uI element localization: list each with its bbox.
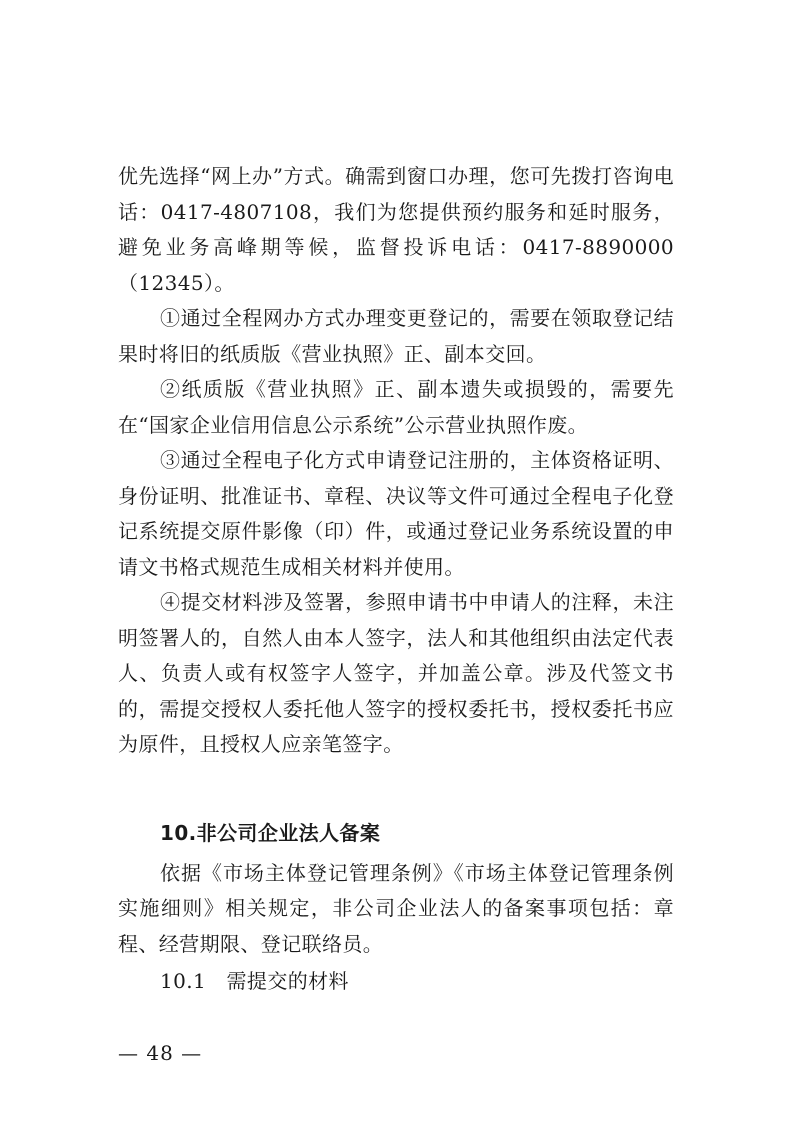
subsection-heading: 10.1 需提交的材料: [160, 969, 349, 993]
paragraph-continuation: 优先选择“网上办”方式。确需到窗口办理，您可先拨打咨询电话：0417-4807108，我们为您提供预约服务和延时服务，避免业务高峰期等候，监督投诉电话：0417-8890000（12345）。: [118, 164, 674, 295]
section-body: 依据《市场主体登记管理条例》《市场主体登记管理条例实施细则》相关规定，非公司企业法人的备案事项包括：章程、经营期限、登记联络员。: [118, 860, 674, 956]
body-text-block: [118, 159, 674, 763]
paragraph-note-2: ②纸质版《营业执照》正、副本遗失或损毁的，需要先在“国家企业信用信息公示系统”公示营业执照作废。: [118, 377, 674, 437]
page-number: — 48 —: [118, 1041, 203, 1065]
paragraph-note-3: ③通过全程电子化方式申请登记注册的，主体资格证明、身份证明、批准证书、章程、决议等文件可通过全程电子化登记系统提交原件影像（印）件，或通过登记业务系统设置的申请文书格式规范生成相关材料并使用。: [118, 448, 674, 579]
section-heading: 10.非公司企业法人备案: [160, 821, 381, 845]
section-10: [118, 816, 674, 1000]
paragraph-note-1: ①通过全程网办方式办理变更登记的，需要在领取登记结果时将旧的纸质版《营业执照》正、副本交回。: [118, 306, 674, 366]
paragraph-note-4: ④提交材料涉及签署，参照申请书中申请人的注释，未注明签署人的，自然人由本人签字，法人和其他组织由法定代表人、负责人或有权签字人签字，并加盖公章。涉及代签文书的，需提交授权人委托他人签字的授权委托书，授权委托书应为原件，且授权人应亲笔签字。: [118, 590, 674, 756]
